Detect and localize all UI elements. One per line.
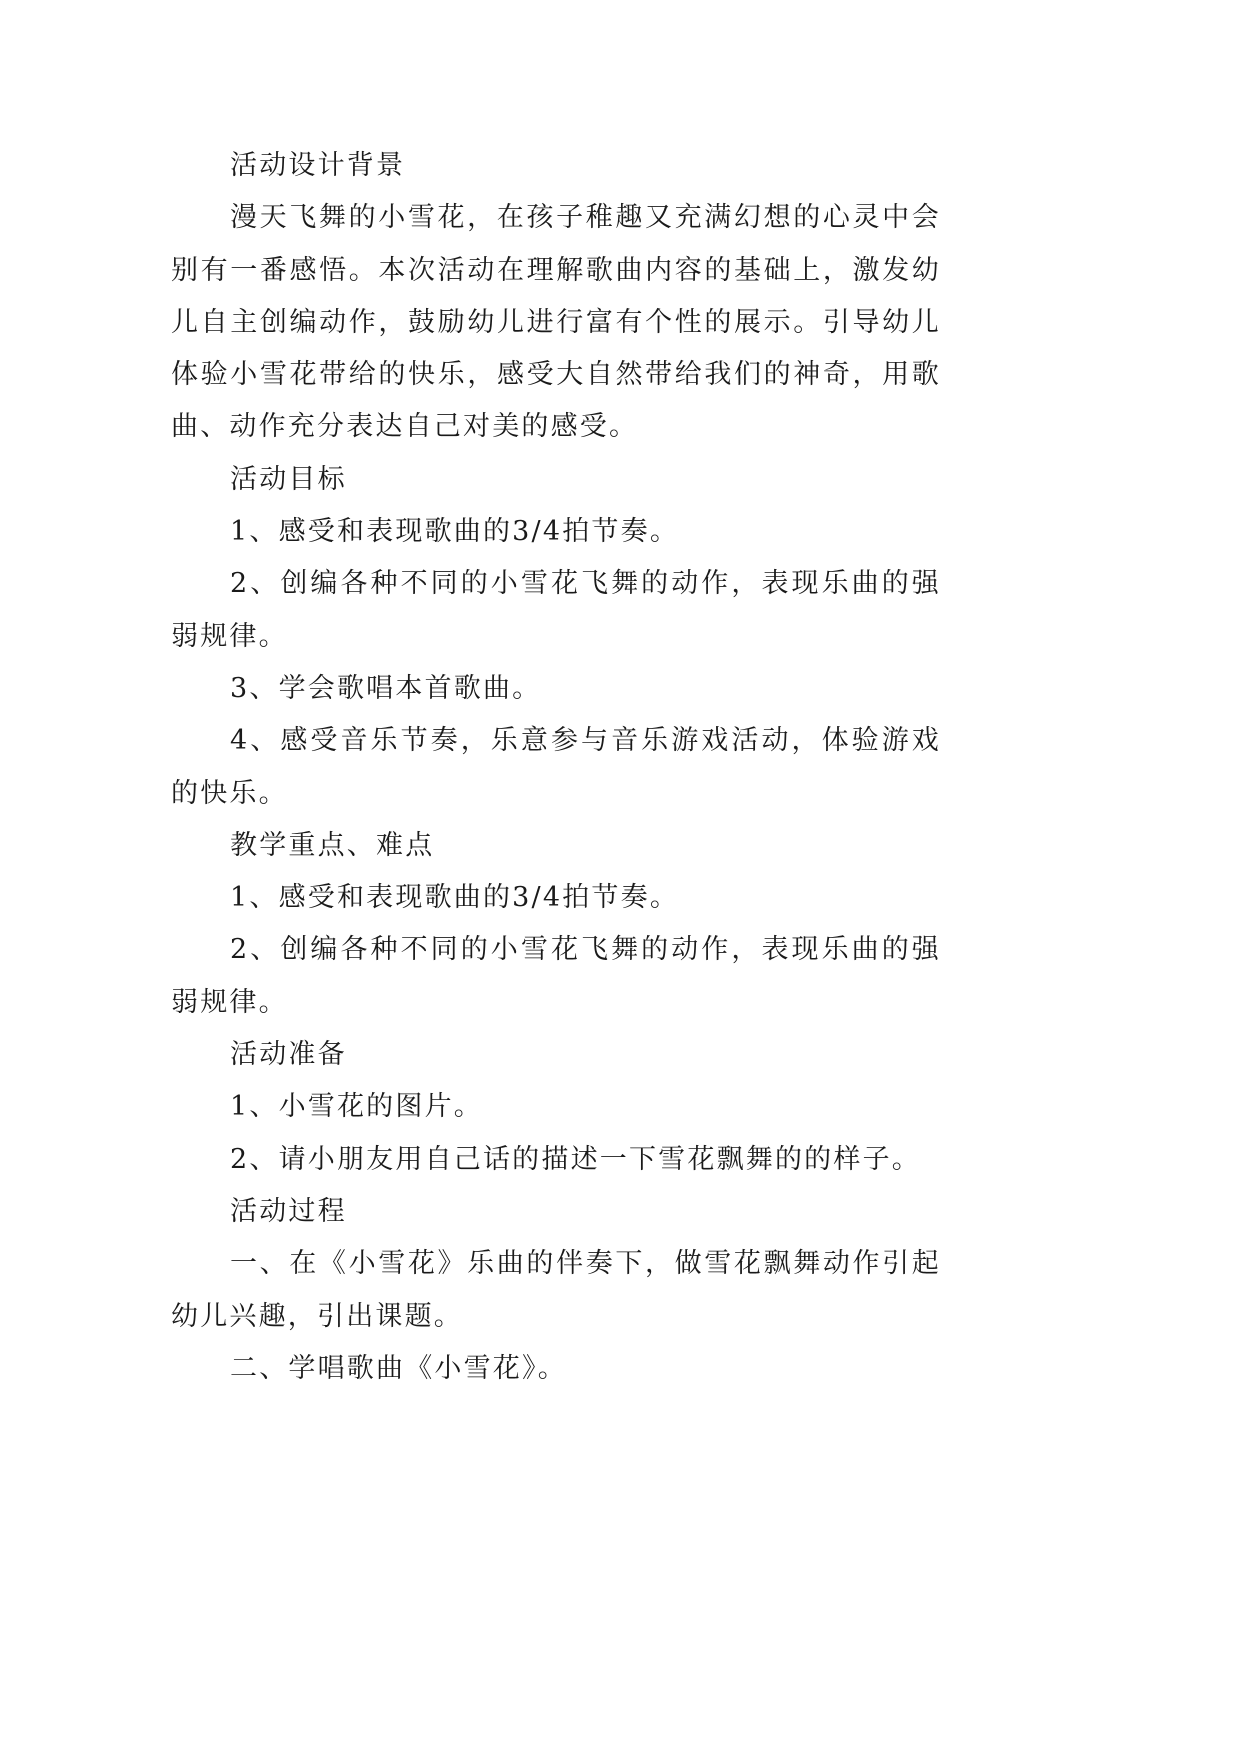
section-heading-process: 活动过程	[230, 1195, 347, 1227]
goal-item-2: 2、创编各种不同的小雪花飞舞的动作，表现乐曲的强弱规律。	[171, 568, 941, 652]
key-point-item-2: 2、创编各种不同的小雪花飞舞的动作，表现乐曲的强弱规律。	[171, 934, 941, 1018]
key-point-item-1: 1、感受和表现歌曲的3/4拍节奏。	[230, 882, 680, 914]
process-step-2: 二、学唱歌曲《小雪花》。	[230, 1352, 567, 1384]
document-body	[171, 140, 941, 1395]
preparation-item-1: 1、小雪花的图片。	[230, 1091, 483, 1123]
section-heading-key-points: 教学重点、难点	[230, 829, 435, 861]
preparation-item-2: 2、请小朋友用自己话的描述一下雪花飘舞的的样子。	[230, 1143, 921, 1175]
goal-item-4: 4、感受音乐节奏，乐意参与音乐游戏活动，体验游戏的快乐。	[171, 725, 941, 809]
section-heading-preparation: 活动准备	[230, 1039, 347, 1071]
goal-item-1: 1、感受和表现歌曲的3/4拍节奏。	[230, 516, 680, 548]
process-step-1: 一、在《小雪花》乐曲的伴奏下，做雪花飘舞动作引起幼儿兴趣，引出课题。	[171, 1248, 941, 1332]
section-heading-background: 活动设计背景	[230, 150, 406, 181]
section-heading-goals: 活动目标	[230, 463, 347, 495]
goal-item-3: 3、学会歌唱本首歌曲。	[230, 672, 542, 704]
background-paragraph: 漫天飞舞的小雪花，在孩子稚趣又充满幻想的心灵中会别有一番感悟。本次活动在理解歌曲内容的基础上，激发幼儿自主创编动作，鼓励幼儿进行富有个性的展示。引导幼儿体验小雪花带给的快乐，感受大自然带给我们的神奇，用歌曲、动作充分表达自己对美的感受。	[171, 202, 941, 443]
